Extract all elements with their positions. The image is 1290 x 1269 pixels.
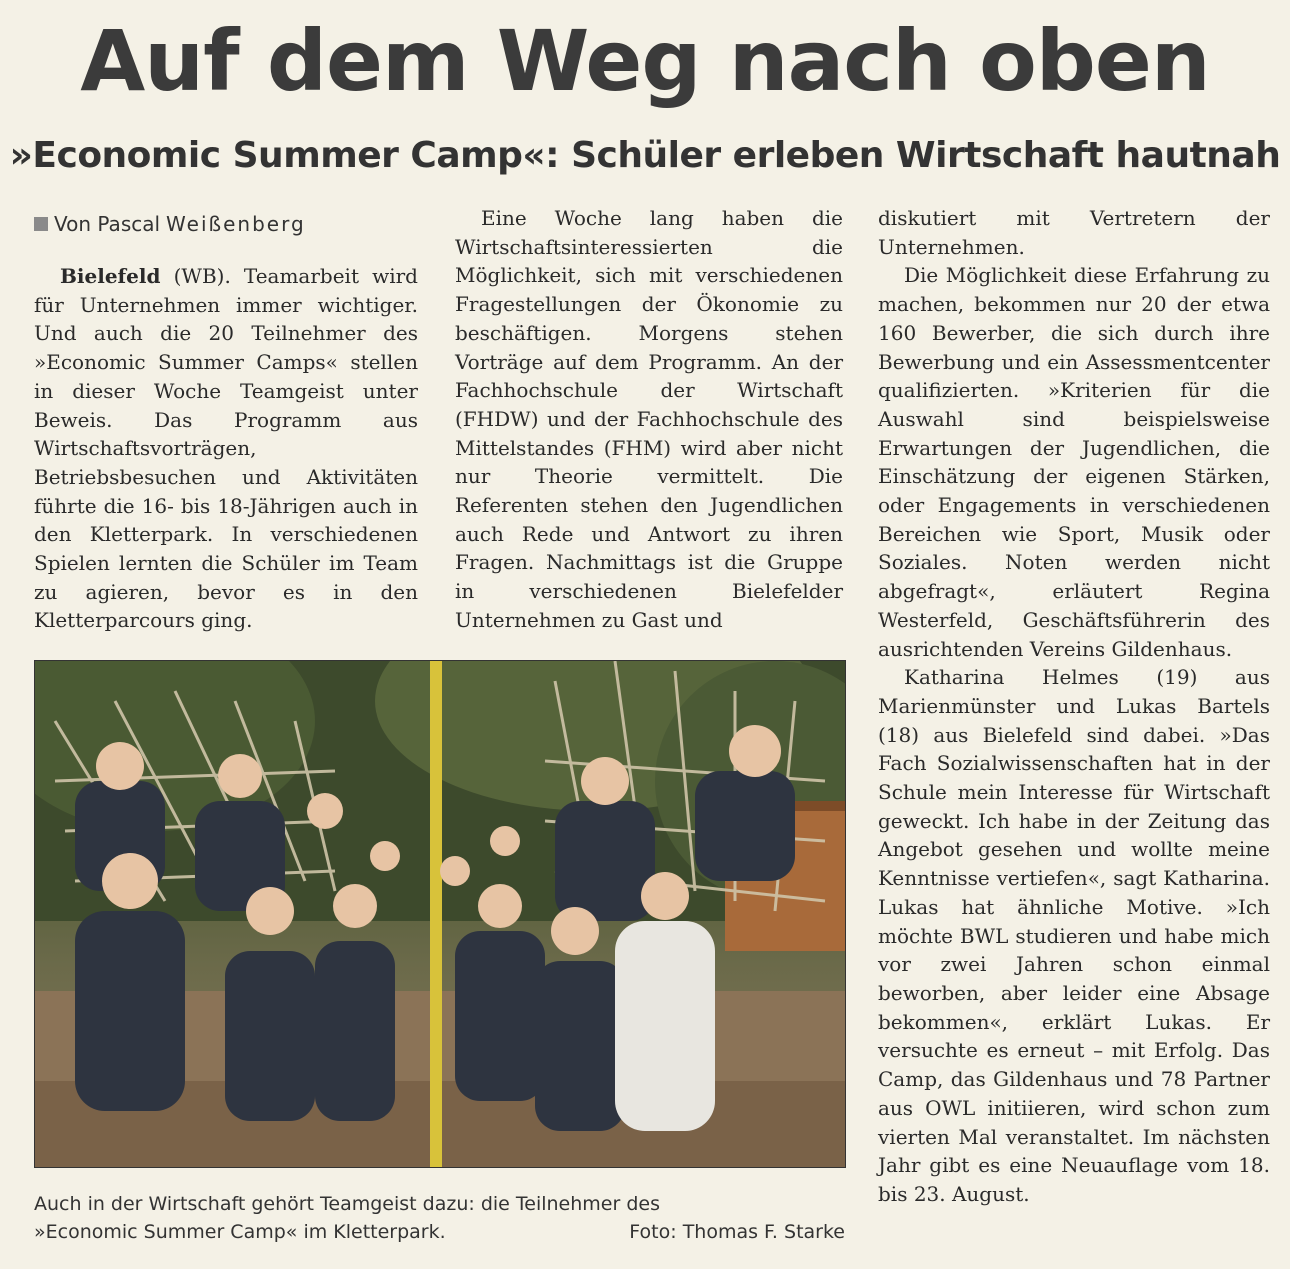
subheadline: »Economic Summer Camp«: Schüler erleben Wirtschaft hautnah [9,135,1281,176]
paragraph: Katharina Helmes (19) aus Marienmünster und Lukas Bartels (18) aus Bielefeld sind dabei. »Das Fach Sozialwissenschaften hat in der Schule mein Interesse für Wirtschaft geweckt. Ich habe in der Zeitung das Angebot gesehen und wollte meine Kenntnisse vertiefen«, sagt Katharina. Lukas hat ähnliche Motive. »Ich möchte BWL studieren und habe mich vor zwei Jahren schon einmal beworben, aber leider eine Absage bekommen«, erklärt Lukas. Er versuchte es erneut – mit Erfolg. Das Camp, das Gildenhaus und 78 Partner aus OWL initiieren, wird schon zum vierten Mal veranstaltet. Im nächsten Jahr gibt es eine Neuauflage vom 18. bis 23. August. [878,665,1270,1206]
photo-caption [34,1190,849,1246]
caption-line-1: Auch in der Wirtschaft gehört Teamgeist dazu: die Teilnehmer des [34,1193,660,1215]
byline-author: Weißenberg [166,212,306,236]
headline: Auf dem Weg nach oben [80,12,1210,110]
paragraph: Eine Woche lang haben die Wirtschaftsinteressierten die Möglichkeit, sich mit verschiedenen Fragestellungen der Ökonomie zu beschäftigen. Morgens stehen Vorträge auf dem Programm. An der Fachhochschule der Wirtschaft (FHDW) und der Fachhochschule des Mittelstandes (FHM) wird aber nicht nur Theorie vermittelt. Die Referenten stehen den Jugendlichen auch Rede und Antwort zu ihren Fragen. Nachmittags ist die Gruppe in verschiedenen Bielefelder Unternehmen zu Gast und [455,206,843,632]
byline-prefix: Von Pascal [54,212,161,236]
climbing-park-photo-illustration [35,661,845,1167]
dateline: Bielefeld [60,264,161,288]
paragraph: diskutiert mit Vertretern der Unternehmen. [878,206,1270,259]
byline-marker-icon [34,217,48,231]
group-photo [34,660,846,1168]
article-column-3 [878,204,1270,1209]
caption-line-2: »Economic Summer Camp« im Kletterpark. [34,1221,446,1243]
paragraph [34,262,418,635]
paragraph-text: (WB). Teamarbeit wird für Unternehmen immer wichtiger. Und auch die 20 Teilnehmer des »Economic Summer Camps« stellen in dieser Woche Teamgeist unter Beweis. Das Programm aus Wirtschaftsvorträgen, Betriebsbesuchen und Aktivitäten führte die 16- bis 18-Jährigen auch in den Kletterpark. In verschiedenen Spielen lernten die Schüler im Team zu agieren, bevor es in den Kletterparcours ging. [34,264,418,633]
article-column-2 [455,204,843,635]
paragraph: Die Möglichkeit diese Erfahrung zu machen, bekommen nur 20 der etwa 160 Bewerber, die sich durch ihre Bewerbung und ein Assessmentcenter qualifizierten. »Kriterien für die Auswahl sind beispielsweise Erwartungen der Jugendlichen, die Einschätzung der eigenen Stärken, oder Engagements in verschiedenen Bereichen wie Sport, Musik oder Soziales. Noten werden nicht abgefragt«, erläutert Regina Westerfeld, Geschäftsführerin des ausrichtenden Vereins Gildenhaus. [878,263,1270,661]
photo-credit: Foto: Thomas F. Starke [629,1221,845,1243]
byline [34,212,306,236]
article-column-1 [34,262,418,635]
